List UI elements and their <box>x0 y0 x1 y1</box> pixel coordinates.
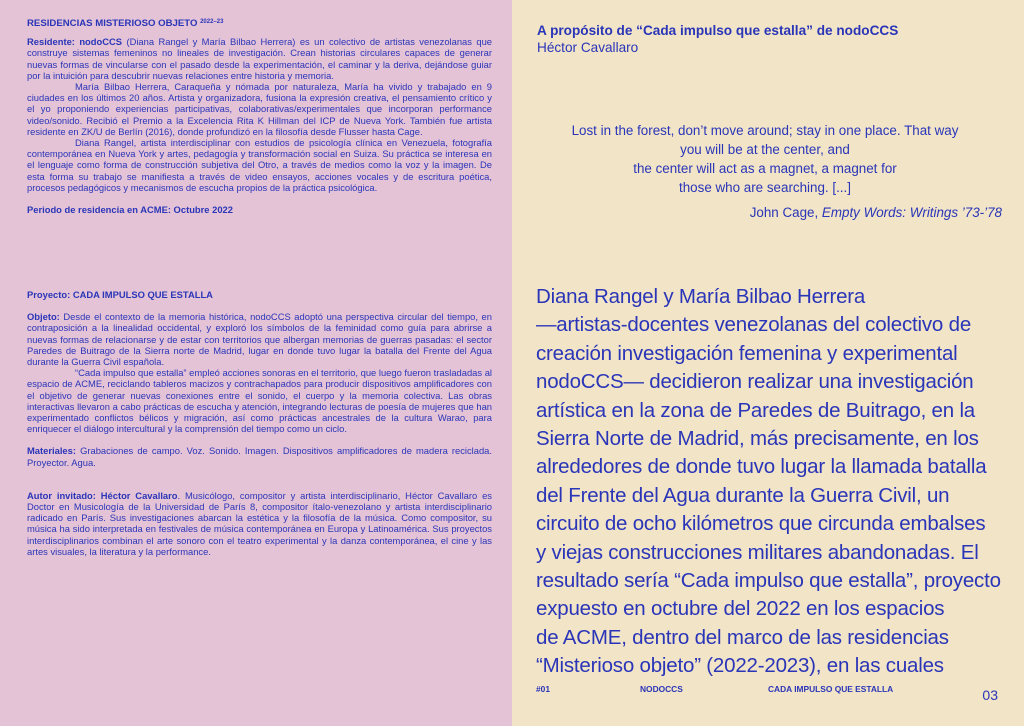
body-line: resultado sería “Cada impulso que estalla”, proyecto <box>536 569 1001 593</box>
series-header <box>27 17 492 29</box>
footer-artist: NODOCCS <box>640 684 683 694</box>
materials-label: Materiales: <box>27 445 76 457</box>
body-line: y viejas construcciones militares abandonadas. El <box>536 540 979 564</box>
diana-bio: Diana Rangel, artista interdisciplinar con estudios de psicología clínica en Venezuela, fotografía contemporánea en Nueva York y artes, pedagogía y transformación social en Suiza. Su práctica se interesa en el lenguaje como forma de construcción subjetiva del Otro, a través de medios como la voz y la imagen. De esta forma su trabajo se manifiesta a través de video ensayos, acciones vocales y de escritura poética, procesos pedagógicos y mecanismos de escucha propios de la práctica psicológica. <box>27 137 492 193</box>
body-line: —artistas-docentes venezolanas del colectivo de <box>536 313 972 337</box>
materials-text: Grabaciones de campo. Voz. Sonido. Imagen. Dispositivos amplificadores de madera reciclada. Proyector. Agua. <box>27 445 492 468</box>
guest-text: . Musicólogo, compositor y artista interdisciplinario, Héctor Cavallaro es Doctor en Musicología de la Universidad de París 8, compositor ítalo-venezolano y artista interdisciplinario radicado en París. Sus investigaciones abarcan la estética y la filosofía de la música. Como compositor, su música ha sido interpretada en festivales de música contemporánea en Europa y Latinoamérica. Sus proyectos interdisciplinarios combinan el arte sonoro con el teatro experimental y la danza contemporánea, el cine y las artes visuales, la literatura y la performance. <box>27 489 492 557</box>
body-line: del Frente del Agua durante la Guerra Civil, un <box>536 483 950 507</box>
body-line: “Misterioso objeto” (2022-2023), en las cuales <box>536 654 944 678</box>
project-title: Proyecto: CADA IMPULSO QUE ESTALLA <box>27 289 213 300</box>
series-title: RESIDENCIAS MISTERIOSO OBJETO <box>27 18 198 29</box>
body-line: circuito de ocho kilómetros que circunda embalses <box>536 512 986 536</box>
body-line: nodoCCS— decidieron realizar una investigación <box>536 370 974 394</box>
guest-author-paragraph <box>27 490 492 557</box>
footer-project: CADA IMPULSO QUE ESTALLA <box>768 684 894 694</box>
guest-label: Autor invitado: Héctor Cavallaro <box>27 489 178 501</box>
body-line: expuesto en octubre del 2022 en los espacios <box>536 597 945 621</box>
body-line: alrededores de donde tuvo lugar la llamada batalla <box>536 455 987 479</box>
objective-paragraph-2: “Cada impulso que estalla” empleó acciones sonoras en el territorio, que luego fueron trasladadas al espacio de ACME, reciclando tableros macizos y contrachapados para producir dispositivos amplificadores con el objetivo de generar nuevas conexiones entre el sonido, el cuerpo y la memoria colectiva. Las obras interactivas llevaron a cabo prácticas de escucha y atención, integrando lecturas de poesía de mujeres que han experimentado conflictos bélicos y migración, así como prácticas ancestrales de la cultura Warao, para enriquecer el diálogo intercultural y la comprensión del tiempo como un ciclo. <box>27 367 492 435</box>
resident-paragraph <box>27 36 492 81</box>
body-line: creación investigación femenina y experimental <box>536 341 958 365</box>
quote-source: Empty Words: Writings ’73-’78 <box>821 205 1002 220</box>
left-column <box>27 17 492 215</box>
resident-text: (Diana Rangel y María Bilbao Herrera) es un colectivo de artistas venezolanas que construye sistemas femeninos no lineales de investigación. Crean historias circulares capaces de generar nuevas formas de vincularse con el pasado desde la experimentación, el caminar y la deriva, dejándose guiar por la intuición para descubrir nuevas relaciones entre historia y memoria. <box>27 36 492 81</box>
footer-issue: #01 <box>536 684 550 694</box>
materials-paragraph <box>27 445 492 467</box>
quote-line: those who are searching. [...] <box>679 180 851 195</box>
essay-title: A propósito de “Cada impulso que estalla” de nodoCCS <box>537 23 899 38</box>
quote-line: you will be at the center, and <box>680 142 850 157</box>
essay-author: Héctor Cavallaro <box>537 40 639 55</box>
residency-period: Periodo de residencia en ACME: Octubre 2022 <box>27 204 233 216</box>
quote-author: John Cage, <box>749 205 822 220</box>
body-line: Diana Rangel y María Bilbao Herrera <box>536 285 866 308</box>
right-page <box>512 0 1024 726</box>
essay-body <box>536 283 1002 681</box>
project-section <box>27 289 492 557</box>
quote-line: the center will act as a magnet, a magnet for <box>633 161 897 176</box>
epigraph-quote <box>532 121 998 197</box>
body-line: de ACME, dentro del marco de las residencias <box>536 625 949 649</box>
series-years: 2022–23 <box>200 19 224 25</box>
objective-label: Objeto: <box>27 311 60 323</box>
quote-attribution <box>750 205 1002 220</box>
essay-heading <box>537 22 997 56</box>
objective-paragraph <box>27 311 492 367</box>
quote-line: Lost in the forest, don’t move around; stay in one place. That way <box>571 123 959 138</box>
body-line: artística en la zona de Paredes de Buitrago, en la <box>536 398 976 422</box>
objective-text: Desde el contexto de la memoria histórica, nodoCCS adoptó una perspectiva circular del tiempo, en contraposición a la linealidad occidental, y exploró los símbolos de la feminidad como guía para abrirse a nuevas formas de relacionarse y de estar con territorios que albergan memorias de guerras pasadas: el sector Paredes de Buitrago de la Sierra norte de Madrid, lugar en donde tuvo lugar la batalla del Frente del Agua durante la Guerra Civil española. <box>27 311 492 368</box>
resident-label: Residente: nodoCCS <box>27 36 123 48</box>
body-line: Sierra Norte de Madrid, más precisamente, en los <box>536 427 979 451</box>
maria-bio: María Bilbao Herrera, Caraqueña y nómada por naturaleza, María ha vivido y trabajado en 9 ciudades en los últimos 20 años. Artista y organizadora, fusiona la expresión creativa, el pensamiento crítico y el yo proponiendo experiencias participativas, colaborativas/experimentales que incorporan performance video/sonido. Recibió el Premio a la Excelencia Rita K Hillman del ICP de Nueva York. También fue artista residente en ZK/U de Berlín (2016), donde profundizó en la filosofía desde Flusser hasta Cage. <box>27 81 492 137</box>
page-number: 03 <box>982 687 998 703</box>
